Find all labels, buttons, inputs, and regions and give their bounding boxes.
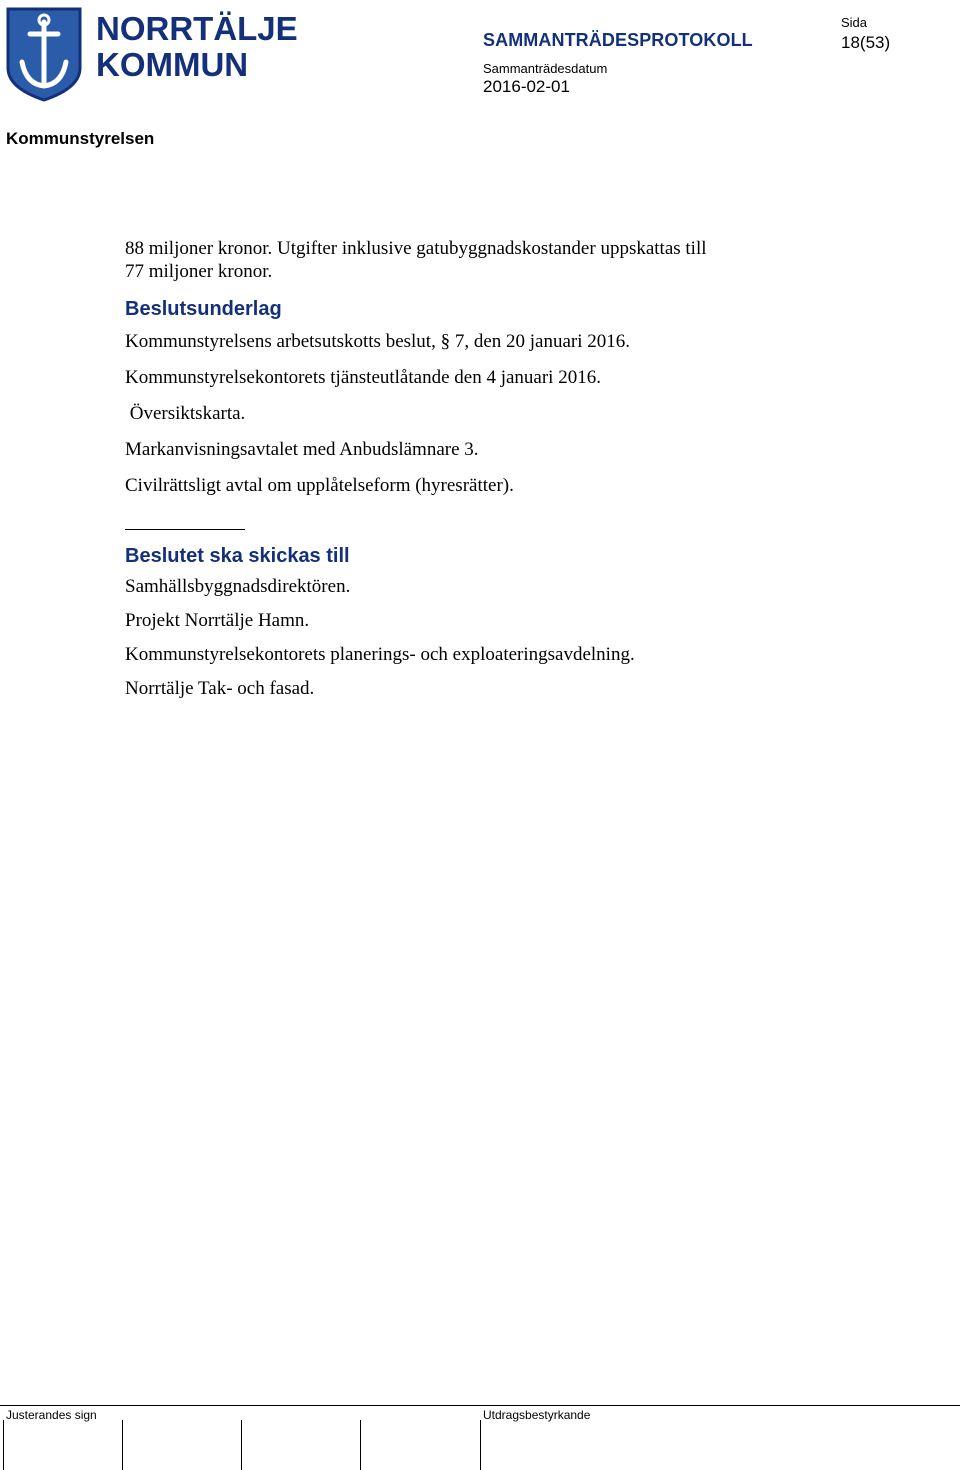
norrtalje-kommun-logo	[6, 6, 298, 102]
signature-box-divider	[480, 1420, 481, 1470]
signature-box-divider	[360, 1420, 361, 1470]
recipient-item: Samhällsbyggnadsdirektören.	[125, 576, 351, 597]
intro-line: 88 miljoner kronor. Utgifter inklusive gatubyggnadskostander uppskattas till	[125, 238, 707, 259]
beslutsunderlag-item: Markanvisningsavtalet med Anbudslämnare 3.	[125, 439, 479, 460]
signature-box-divider	[241, 1420, 242, 1470]
recipient-item: Kommunstyrelsekontorets planerings- och exploateringsavdelning.	[125, 644, 635, 665]
footer-rule	[0, 1405, 960, 1406]
protocol-title: SAMMANTRÄDESPROTOKOLL	[483, 30, 753, 50]
recipients-heading: Beslutet ska skickas till	[125, 545, 350, 567]
justerandes-sign-label: Justerandes sign	[6, 1408, 97, 1422]
recipient-item: Projekt Norrtälje Hamn.	[125, 610, 310, 631]
page-number: 18(53)	[841, 33, 891, 52]
beslutsunderlag-item: Kommunstyrelsens arbetsutskotts beslut, § 7, den 20 januari 2016.	[125, 331, 631, 352]
svg-text:NORRTÄLJE: NORRTÄLJE	[96, 10, 298, 47]
beslutsunderlag-heading: Beslutsunderlag	[125, 298, 282, 320]
anchor-shield-icon	[6, 6, 298, 102]
meeting-date: 2016-02-01	[483, 77, 570, 96]
meeting-date-label: Sammanträdesdatum	[483, 61, 608, 76]
signature-box-divider	[3, 1420, 4, 1470]
section-divider	[125, 529, 245, 530]
signature-box-divider	[122, 1420, 123, 1470]
beslutsunderlag-item: Civilrättsligt avtal om upplåtelseform (hyresrätter).	[125, 475, 514, 496]
beslutsunderlag-item: Kommunstyrelsekontorets tjänsteutlåtande den 4 januari 2016.	[125, 367, 601, 388]
intro-line: 77 miljoner kronor.	[125, 261, 273, 282]
utdragsbestyrkande-label: Utdragsbestyrkande	[483, 1408, 591, 1422]
page-label: Sida	[841, 15, 868, 30]
recipient-item: Norrtälje Tak- och fasad.	[125, 678, 315, 699]
organization-name: Kommunstyrelsen	[6, 129, 155, 148]
svg-text:KOMMUN: KOMMUN	[96, 46, 249, 83]
beslutsunderlag-item: Översiktskarta.	[125, 403, 246, 424]
